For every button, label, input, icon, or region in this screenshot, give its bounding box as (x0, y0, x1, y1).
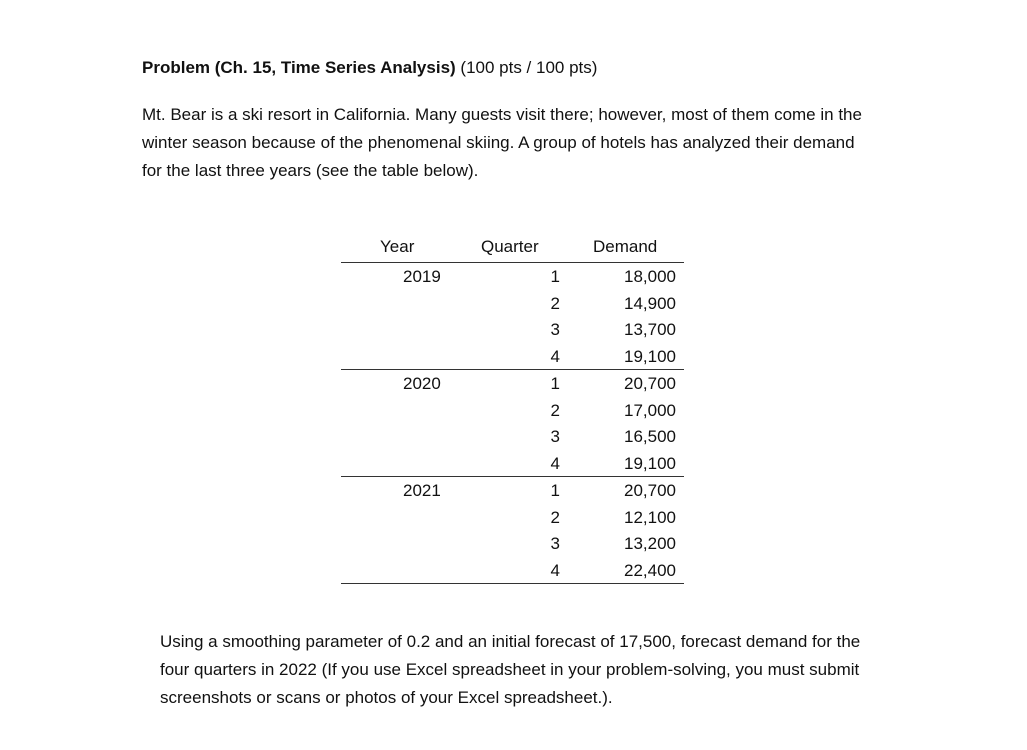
cell-demand: 12,100 (624, 507, 676, 527)
cell-demand: 17,000 (624, 400, 676, 420)
cell-demand: 19,100 (624, 453, 676, 473)
cell-quarter: 2 (550, 293, 560, 313)
cell-quarter: 1 (550, 481, 560, 500)
table-row (341, 397, 684, 424)
table-row (341, 316, 684, 343)
table-row (341, 370, 684, 397)
question-line: Using a smoothing parameter of 0.2 and an initial forecast of 17,500, forecast demand for the (160, 632, 861, 651)
cell-quarter: 3 (550, 320, 560, 339)
cell-quarter: 1 (550, 267, 560, 286)
table-row (341, 477, 684, 504)
cell-demand: 18,000 (624, 267, 676, 286)
year-group-2019 (341, 263, 684, 370)
table-row (341, 557, 684, 584)
cell-demand: 16,500 (624, 427, 676, 446)
cell-demand: 22,400 (624, 560, 676, 580)
cell-quarter: 4 (550, 560, 560, 580)
table-row (341, 343, 684, 370)
cell-quarter: 3 (550, 427, 560, 446)
cell-demand: 13,200 (624, 534, 676, 553)
intro-line: winter season because of the phenomenal skiing. A group of hotels has analyzed their demand (142, 133, 855, 152)
cell-quarter: 2 (550, 400, 560, 420)
cell-quarter: 4 (550, 453, 560, 473)
cell-year: 2019 (403, 267, 441, 286)
cell-demand: 20,700 (624, 481, 676, 500)
cell-quarter: 2 (550, 507, 560, 527)
question-line: screenshots or scans or photos of your Excel spreadsheet.). (160, 688, 613, 707)
problem-title-bold: Problem (Ch. 15, Time Series Analysis) (142, 58, 456, 77)
cell-quarter: 3 (550, 534, 560, 553)
cell-year: 2020 (403, 374, 441, 393)
header-year: Year (380, 237, 415, 256)
cell-year: 2021 (403, 481, 441, 500)
table-row (341, 504, 684, 531)
header-quarter: Quarter (481, 237, 539, 256)
question-line: four quarters in 2022 (If you use Excel spreadsheet in your problem-solving, you must submit (160, 660, 860, 679)
header-demand: Demand (593, 237, 658, 256)
year-group-2020 (341, 370, 684, 477)
table-header (341, 236, 684, 263)
cell-demand: 19,100 (624, 346, 676, 366)
cell-demand: 14,900 (624, 293, 676, 313)
problem-title (142, 58, 597, 78)
table-row (341, 423, 684, 450)
year-group-2021 (341, 477, 684, 584)
problem-points: (100 pts / 100 pts) (455, 58, 598, 77)
table-row (341, 263, 684, 290)
cell-quarter: 1 (550, 374, 560, 393)
cell-quarter: 4 (550, 346, 560, 366)
cell-demand: 20,700 (624, 374, 676, 393)
intro-paragraph (142, 101, 962, 185)
intro-line: Mt. Bear is a ski resort in California. Many guests visit there; however, most of them come in the (142, 105, 862, 124)
intro-line: for the last three years (see the table below). (142, 161, 479, 180)
table-row (341, 530, 684, 557)
table-row (341, 290, 684, 317)
demand-table (341, 236, 684, 584)
question-paragraph (160, 628, 980, 712)
table-row (341, 450, 684, 477)
cell-demand: 13,700 (624, 320, 676, 339)
